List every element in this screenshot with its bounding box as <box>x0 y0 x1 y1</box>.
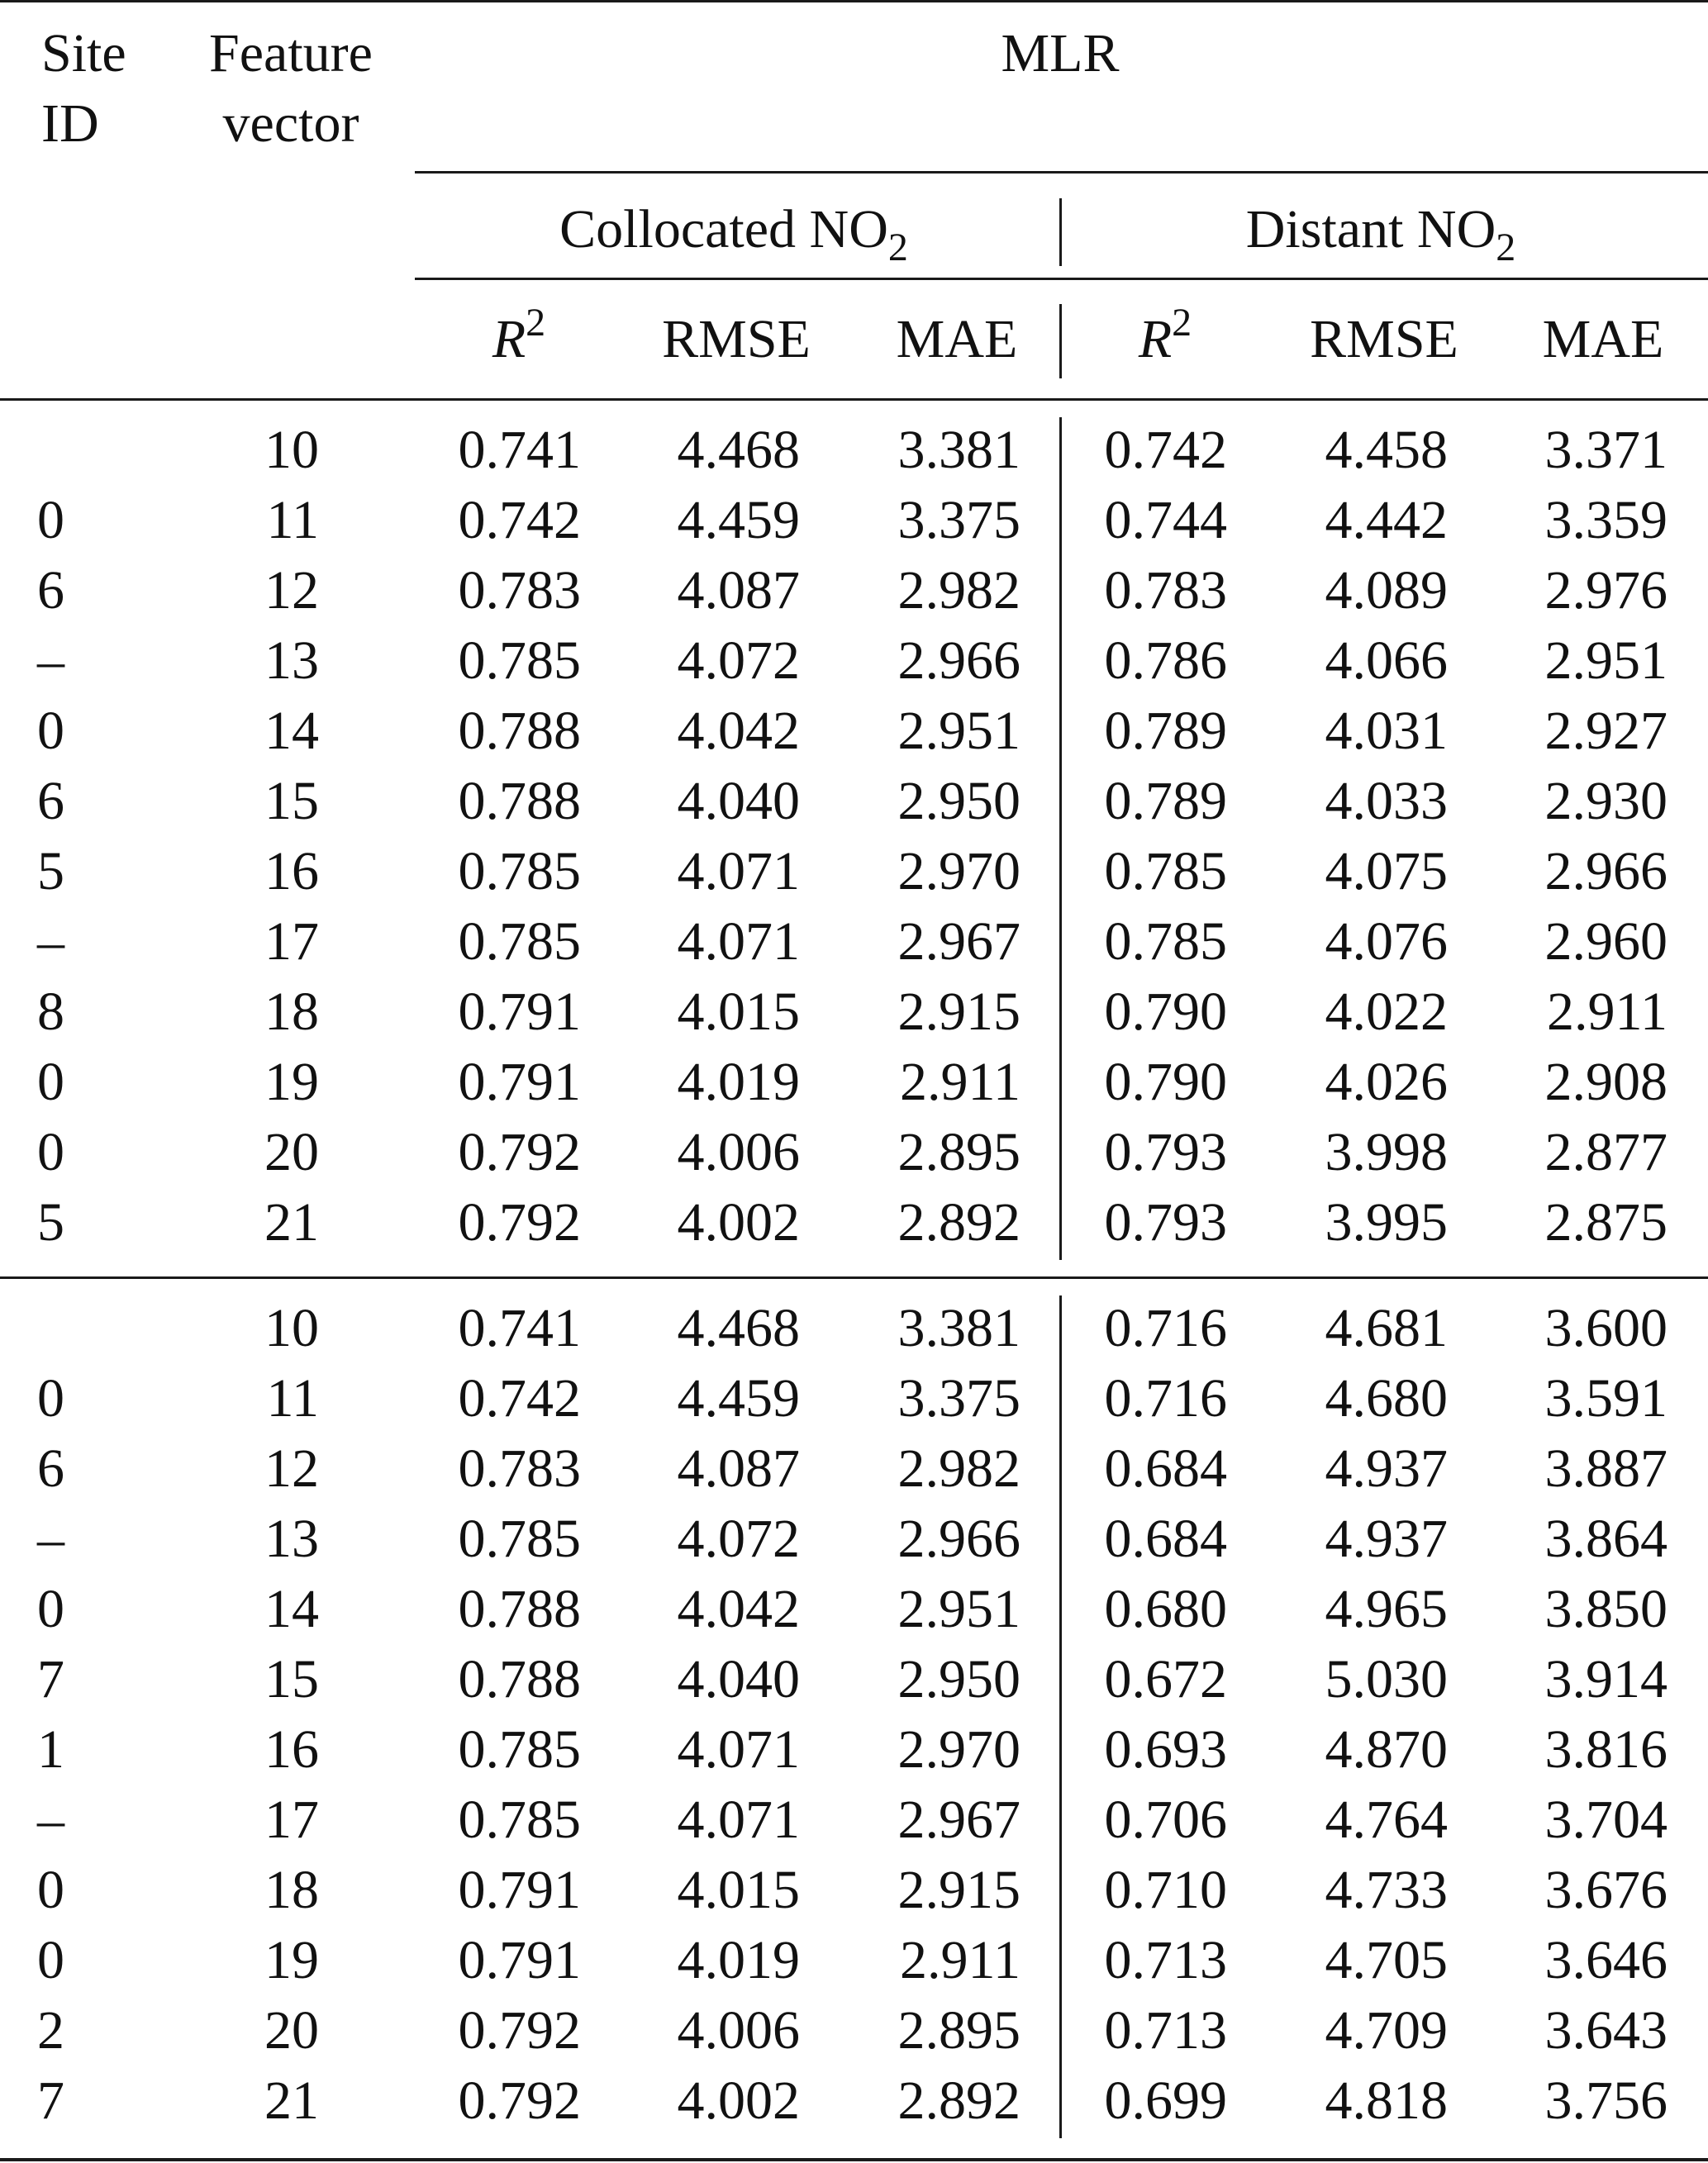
collocated-mae-cell: 2.911 <box>899 1052 1021 1112</box>
collocated-rmse-cell: 4.087 <box>677 1438 800 1499</box>
collocated-r2-cell: 0.785 <box>458 841 581 901</box>
site-id-cell: 0 <box>37 1579 64 1639</box>
collocated-r2-cell: 0.792 <box>458 1192 581 1253</box>
collocated-mae-cell: 2.966 <box>897 1509 1021 1569</box>
site-id-header-line2: ID <box>41 93 99 154</box>
collocated-mae-cell: 2.951 <box>897 701 1021 761</box>
site-id-cell: 6 <box>37 560 64 620</box>
feature-vector-cell: 16 <box>264 841 319 901</box>
distant-r2-cell: 0.680 <box>1104 1579 1227 1639</box>
collocated-r2-cell: 0.788 <box>458 1649 581 1709</box>
collocated-mae-cell: 2.950 <box>897 1649 1021 1709</box>
site-id-cell: 6 <box>37 1438 64 1499</box>
collocated-rmse-cell: 4.002 <box>677 2070 800 2131</box>
collocated-rmse-cell: 4.459 <box>677 490 800 550</box>
distant-rmse-cell: 4.680 <box>1325 1368 1448 1429</box>
distant-r2-cell: 0.785 <box>1104 841 1227 901</box>
collocated-mae-cell: 2.951 <box>897 1579 1021 1639</box>
collocated-r2-cell: 0.785 <box>458 1509 581 1569</box>
collocated-r2-header <box>492 301 546 369</box>
distant-mae-cell: 3.756 <box>1544 2070 1668 2131</box>
distant-r2-cell: 0.783 <box>1104 560 1227 620</box>
distant-mae-cell: 2.966 <box>1544 841 1668 901</box>
site-id-cell: 7 <box>37 1649 64 1709</box>
collocated-rmse-cell: 4.087 <box>677 560 800 620</box>
distant-r2-cell: 0.684 <box>1104 1509 1227 1569</box>
site-id-cell: 0 <box>37 701 64 761</box>
distant-subscript: 2 <box>1496 226 1516 269</box>
collocated-r2-cell: 0.741 <box>458 1298 581 1358</box>
feature-vector-cell: 14 <box>264 701 319 761</box>
feature-vector-cell: 12 <box>264 560 319 620</box>
site-id-cell: – <box>37 911 64 972</box>
distant-r2-cell: 0.793 <box>1104 1122 1227 1182</box>
collocated-mae-cell: 2.892 <box>897 2070 1021 2131</box>
site-id-header-line1: Site <box>41 23 126 83</box>
collocated-rmse-cell: 4.006 <box>677 1122 800 1182</box>
feature-vector-cell: 19 <box>264 1052 319 1112</box>
collocated-rmse-cell: 4.019 <box>677 1930 800 1990</box>
site-id-cell: 0 <box>37 1122 64 1182</box>
collocated-mae-cell: 2.911 <box>899 1930 1021 1990</box>
group-separator-header <box>1059 198 1062 266</box>
distant-mae-cell: 3.914 <box>1544 1649 1668 1709</box>
collocated-r2-cell: 0.742 <box>458 490 581 550</box>
distant-mae-cell: 3.371 <box>1544 420 1668 480</box>
feature-vector-header-line1: Feature <box>209 23 373 83</box>
collocated-r2-cell: 0.791 <box>458 982 581 1042</box>
distant-r2-cell: 0.790 <box>1104 982 1227 1042</box>
collocated-mae-cell: 3.381 <box>897 1298 1021 1358</box>
collocated-r2-cell: 0.783 <box>458 1438 581 1499</box>
site-id-cell: – <box>37 1509 64 1569</box>
collocated-mae-cell: 2.967 <box>897 1790 1021 1850</box>
collocated-mae-cell: 2.915 <box>897 982 1021 1042</box>
collocated-mae-cell: 3.375 <box>897 1368 1021 1429</box>
site-id-cell: 0 <box>37 1368 64 1429</box>
site-id-cell: 0 <box>37 1860 64 1920</box>
distant-mae-cell: 2.976 <box>1544 560 1668 620</box>
collocated-r2-cell: 0.791 <box>458 1930 581 1990</box>
collocated-mae-cell: 2.982 <box>897 560 1021 620</box>
distant-rmse-cell: 4.089 <box>1325 560 1448 620</box>
collocated-r2-cell: 0.788 <box>458 771 581 831</box>
distant-r2-cell: 0.744 <box>1104 490 1227 550</box>
site-id-cell: 6 <box>37 771 64 831</box>
site-id-cell: 2 <box>37 2000 64 2061</box>
distant-mae-cell: 3.676 <box>1544 1860 1668 1920</box>
r2-letter: R <box>1138 309 1173 369</box>
distant-r2-cell: 0.716 <box>1104 1368 1227 1429</box>
collocated-mae-header: MAE <box>896 309 1018 369</box>
r2-letter: R <box>492 309 526 369</box>
collocated-r2-cell: 0.792 <box>458 2070 581 2131</box>
collocated-rmse-cell: 4.071 <box>677 841 800 901</box>
collocated-subscript: 2 <box>887 226 908 269</box>
distant-r2-cell: 0.672 <box>1104 1649 1227 1709</box>
collocated-rmse-cell: 4.042 <box>677 701 800 761</box>
distant-r2-cell: 0.713 <box>1104 2000 1227 2061</box>
collocated-mae-cell: 2.895 <box>897 1122 1021 1182</box>
collocated-rmse-cell: 4.072 <box>677 1509 800 1569</box>
distant-mae-cell: 2.960 <box>1544 911 1668 972</box>
collocated-rmse-cell: 4.468 <box>677 420 800 480</box>
collocated-no2-header <box>559 199 908 269</box>
r2-superscript: 2 <box>526 301 546 345</box>
collocated-rmse-cell: 4.071 <box>677 1790 800 1850</box>
site-id-cell: 0 <box>37 1930 64 1990</box>
collocated-rmse-cell: 4.015 <box>677 1860 800 1920</box>
site-id-cell: 1 <box>37 1719 64 1780</box>
site-id-cell: 0 <box>37 490 64 550</box>
feature-vector-cell: 13 <box>264 1509 319 1569</box>
distant-mae-cell: 2.908 <box>1544 1052 1668 1112</box>
site-id-cell: 8 <box>37 982 64 1042</box>
collocated-rmse-cell: 4.006 <box>677 2000 800 2061</box>
feature-vector-cell: 11 <box>266 1368 319 1429</box>
distant-r2-cell: 0.742 <box>1104 420 1227 480</box>
collocated-rmse-cell: 4.019 <box>677 1052 800 1112</box>
collocated-rmse-cell: 4.468 <box>677 1298 800 1358</box>
group-underline <box>415 278 1708 280</box>
feature-vector-cell: 17 <box>264 1790 319 1850</box>
distant-rmse-cell: 4.937 <box>1325 1438 1448 1499</box>
section2-separator <box>1059 1295 1062 2138</box>
header-bottom-rule <box>0 398 1708 401</box>
feature-vector-cell: 20 <box>264 1122 319 1182</box>
feature-vector-cell: 10 <box>264 1298 319 1358</box>
feature-vector-cell: 19 <box>264 1930 319 1990</box>
collocated-r2-cell: 0.788 <box>458 1579 581 1639</box>
collocated-rmse-cell: 4.072 <box>677 630 800 691</box>
feature-vector-cell: 21 <box>264 1192 319 1253</box>
metric-separator-header <box>1059 304 1062 378</box>
distant-r2-cell: 0.699 <box>1104 2070 1227 2131</box>
collocated-mae-cell: 3.375 <box>897 490 1021 550</box>
feature-vector-cell: 21 <box>264 2070 319 2131</box>
distant-r2-cell: 0.716 <box>1104 1298 1227 1358</box>
distant-rmse-cell: 4.681 <box>1325 1298 1448 1358</box>
collocated-rmse-cell: 4.040 <box>677 771 800 831</box>
collocated-mae-cell: 2.967 <box>897 911 1021 972</box>
feature-vector-cell: 16 <box>264 1719 319 1780</box>
feature-vector-cell: 13 <box>264 630 319 691</box>
collocated-rmse-cell: 4.071 <box>677 1719 800 1780</box>
distant-rmse-cell: 4.442 <box>1325 490 1448 550</box>
distant-mae-cell: 2.875 <box>1544 1192 1668 1253</box>
distant-mae-header: MAE <box>1542 309 1664 369</box>
distant-rmse-cell: 4.458 <box>1325 420 1448 480</box>
feature-vector-header-line2: vector <box>222 93 359 154</box>
distant-rmse-cell: 4.764 <box>1325 1790 1448 1850</box>
feature-vector-cell: 20 <box>264 2000 319 2061</box>
collocated-rmse-cell: 4.040 <box>677 1649 800 1709</box>
distant-mae-cell: 2.927 <box>1544 701 1668 761</box>
feature-vector-cell: 15 <box>264 1649 319 1709</box>
distant-mae-cell: 2.930 <box>1544 771 1668 831</box>
distant-r2-cell: 0.790 <box>1104 1052 1227 1112</box>
distant-rmse-cell: 4.818 <box>1325 2070 1448 2131</box>
collocated-mae-cell: 2.950 <box>897 771 1021 831</box>
distant-label: Distant NO <box>1245 199 1496 259</box>
collocated-mae-cell: 2.895 <box>897 2000 1021 2061</box>
feature-vector-cell: 18 <box>264 1860 319 1920</box>
distant-rmse-cell: 4.033 <box>1325 771 1448 831</box>
collocated-r2-cell: 0.791 <box>458 1860 581 1920</box>
distant-r2-cell: 0.785 <box>1104 911 1227 972</box>
distant-r2-cell: 0.684 <box>1104 1438 1227 1499</box>
feature-vector-cell: 18 <box>264 982 319 1042</box>
distant-mae-cell: 3.643 <box>1544 2000 1668 2061</box>
distant-rmse-cell: 4.031 <box>1325 701 1448 761</box>
distant-mae-cell: 3.704 <box>1544 1790 1668 1850</box>
distant-rmse-cell: 4.709 <box>1325 2000 1448 2061</box>
collocated-mae-cell: 3.381 <box>897 420 1021 480</box>
feature-vector-cell: 17 <box>264 911 319 972</box>
collocated-mae-cell: 2.892 <box>897 1192 1021 1253</box>
feature-vector-cell: 14 <box>264 1579 319 1639</box>
distant-rmse-cell: 4.705 <box>1325 1930 1448 1990</box>
collocated-rmse-cell: 4.071 <box>677 911 800 972</box>
distant-mae-cell: 3.864 <box>1544 1509 1668 1569</box>
distant-rmse-cell: 5.030 <box>1325 1649 1448 1709</box>
feature-vector-cell: 12 <box>264 1438 319 1499</box>
distant-r2-cell: 0.789 <box>1104 701 1227 761</box>
collocated-rmse-cell: 4.015 <box>677 982 800 1042</box>
distant-r2-cell: 0.710 <box>1104 1860 1227 1920</box>
distant-mae-cell: 3.646 <box>1544 1930 1668 1990</box>
collocated-r2-cell: 0.785 <box>458 1790 581 1850</box>
distant-r2-cell: 0.706 <box>1104 1790 1227 1850</box>
distant-rmse-cell: 4.026 <box>1325 1052 1448 1112</box>
collocated-r2-cell: 0.788 <box>458 701 581 761</box>
distant-r2-cell: 0.693 <box>1104 1719 1227 1780</box>
top-rule <box>0 0 1708 2</box>
collocated-mae-cell: 2.982 <box>897 1438 1021 1499</box>
mlr-header: MLR <box>1001 23 1120 83</box>
distant-r2-cell: 0.713 <box>1104 1930 1227 1990</box>
section1-separator <box>1059 417 1062 1260</box>
distant-mae-cell: 3.887 <box>1544 1438 1668 1499</box>
distant-rmse-cell: 4.022 <box>1325 982 1448 1042</box>
site-id-cell: 5 <box>37 841 64 901</box>
distant-rmse-cell: 4.066 <box>1325 630 1448 691</box>
distant-mae-cell: 2.911 <box>1546 982 1668 1042</box>
distant-rmse-cell: 4.965 <box>1325 1579 1448 1639</box>
site-id-cell: – <box>37 1790 64 1850</box>
mlr-underline <box>415 171 1708 174</box>
site-id-cell: 7 <box>37 2070 64 2131</box>
distant-mae-cell: 3.816 <box>1544 1719 1668 1780</box>
collocated-mae-cell: 2.966 <box>897 630 1021 691</box>
collocated-r2-cell: 0.741 <box>458 420 581 480</box>
collocated-r2-cell: 0.791 <box>458 1052 581 1112</box>
collocated-r2-cell: 0.783 <box>458 560 581 620</box>
distant-rmse-cell: 3.995 <box>1325 1192 1448 1253</box>
collocated-r2-cell: 0.792 <box>458 1122 581 1182</box>
distant-mae-cell: 3.359 <box>1544 490 1668 550</box>
collocated-mae-cell: 2.915 <box>897 1860 1021 1920</box>
section-divider-rule <box>0 1276 1708 1279</box>
site-id-cell: 5 <box>37 1192 64 1253</box>
distant-mae-cell: 3.591 <box>1544 1368 1668 1429</box>
r2-superscript: 2 <box>1172 301 1192 345</box>
collocated-rmse-cell: 4.459 <box>677 1368 800 1429</box>
collocated-r2-cell: 0.785 <box>458 911 581 972</box>
distant-r2-cell: 0.793 <box>1104 1192 1227 1253</box>
collocated-label: Collocated NO <box>559 199 888 259</box>
collocated-r2-cell: 0.742 <box>458 1368 581 1429</box>
distant-r2-cell: 0.786 <box>1104 630 1227 691</box>
distant-mae-cell: 3.600 <box>1544 1298 1668 1358</box>
distant-rmse-cell: 3.998 <box>1325 1122 1448 1182</box>
collocated-mae-cell: 2.970 <box>897 841 1021 901</box>
feature-vector-cell: 10 <box>264 420 319 480</box>
feature-vector-cell: 15 <box>264 771 319 831</box>
distant-r2-header <box>1138 301 1192 369</box>
distant-no2-header <box>1245 199 1516 269</box>
distant-mae-cell: 2.877 <box>1544 1122 1668 1182</box>
distant-mae-cell: 2.951 <box>1544 630 1668 691</box>
site-id-cell: – <box>37 630 64 691</box>
distant-rmse-cell: 4.076 <box>1325 911 1448 972</box>
collocated-rmse-cell: 4.042 <box>677 1579 800 1639</box>
distant-rmse-cell: 4.870 <box>1325 1719 1448 1780</box>
distant-r2-cell: 0.789 <box>1104 771 1227 831</box>
collocated-rmse-cell: 4.002 <box>677 1192 800 1253</box>
distant-rmse-cell: 4.937 <box>1325 1509 1448 1569</box>
distant-rmse-header: RMSE <box>1310 309 1458 369</box>
collocated-mae-cell: 2.970 <box>897 1719 1021 1780</box>
collocated-r2-cell: 0.785 <box>458 1719 581 1780</box>
site-id-cell: 0 <box>37 1052 64 1112</box>
distant-mae-cell: 3.850 <box>1544 1579 1668 1639</box>
collocated-r2-cell: 0.792 <box>458 2000 581 2061</box>
bottom-rule <box>0 2158 1708 2161</box>
collocated-rmse-header: RMSE <box>662 309 811 369</box>
collocated-r2-cell: 0.785 <box>458 630 581 691</box>
distant-rmse-cell: 4.733 <box>1325 1860 1448 1920</box>
feature-vector-cell: 11 <box>266 490 319 550</box>
distant-rmse-cell: 4.075 <box>1325 841 1448 901</box>
